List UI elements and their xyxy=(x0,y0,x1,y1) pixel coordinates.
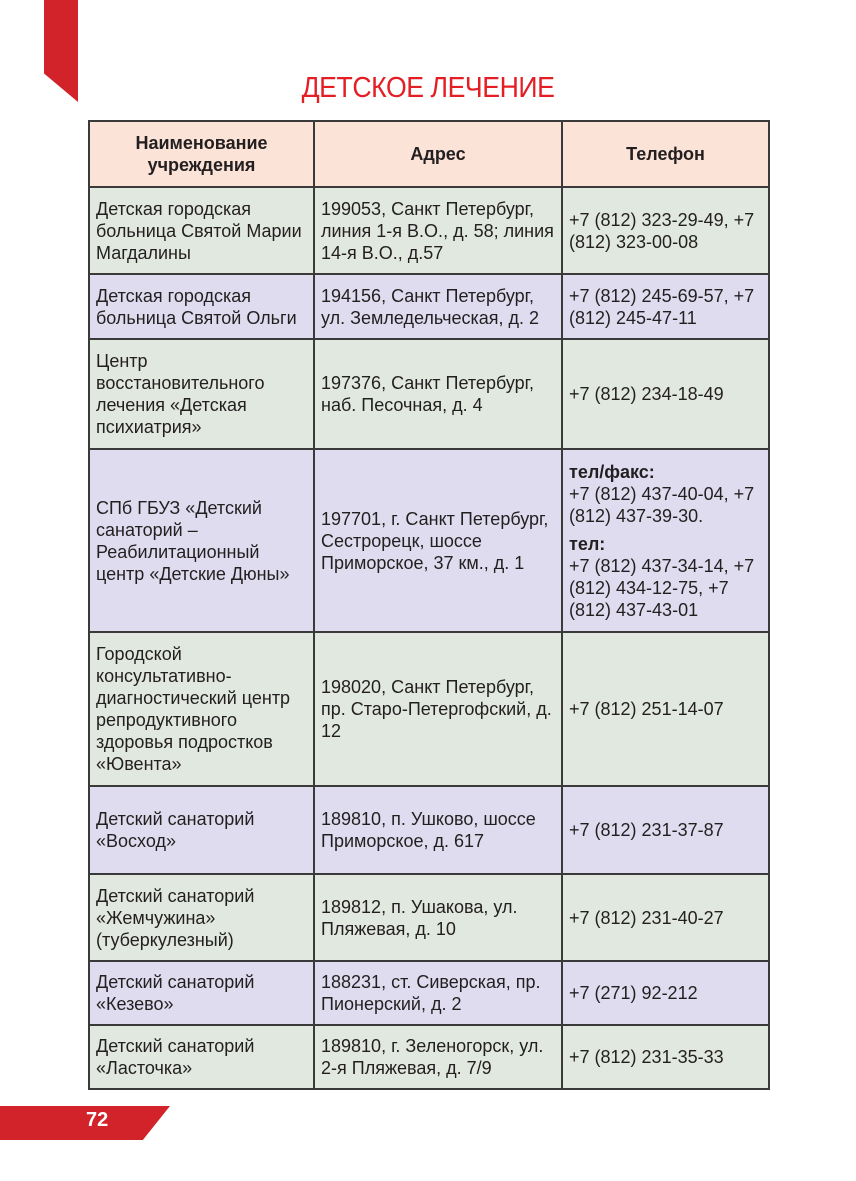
institution-address: 197376, Санкт Петербург, наб. Песочная, д. 4 xyxy=(314,339,562,449)
page-number: 72 xyxy=(86,1109,109,1131)
column-header-name: Наименование учреждения xyxy=(89,121,314,187)
institution-name: Детская городская больница Святой Ольги xyxy=(89,274,314,339)
institution-phone: +7 (812) 234-18-49 xyxy=(562,339,769,449)
phone-label-tel: тел: xyxy=(569,533,606,554)
institution-phone: +7 (271) 92-212 xyxy=(562,961,769,1025)
institution-address: 189810, г. Зеленогорск, ул. 2-я Пляжевая, д. 7/9 xyxy=(314,1025,562,1089)
institution-address: 188231, ст. Сиверская, пр. Пионерский, д. 2 xyxy=(314,961,562,1025)
institution-name: СПб ГБУЗ «Детский санаторий – Реабилитационный центр «Детские Дюны» xyxy=(89,449,314,632)
institution-name: Детский санаторий «Ласточка» xyxy=(89,1025,314,1089)
institution-name: Детский санаторий «Жемчужина» (туберкулезный) xyxy=(89,874,314,961)
institutions-table xyxy=(88,120,770,1090)
table-row xyxy=(89,632,769,786)
institution-phone-multi xyxy=(562,449,769,632)
institution-phone: +7 (812) 251-14-07 xyxy=(562,632,769,786)
column-header-address: Адрес xyxy=(314,121,562,187)
table-row xyxy=(89,274,769,339)
footer-band xyxy=(0,1106,170,1140)
institution-phone: +7 (812) 231-40-27 xyxy=(562,874,769,961)
institution-name: Детский санаторий «Восход» xyxy=(89,786,314,874)
phone-tel-numbers: +7 (812) 437-34-14, +7 (812) 434-12-75, +7 (812) 437-43-01 xyxy=(569,555,755,620)
institution-name: Детская городская больница Святой Марии Магдалины xyxy=(89,187,314,274)
table-row xyxy=(89,187,769,274)
institution-name: Детский санаторий «Кезево» xyxy=(89,961,314,1025)
table-row xyxy=(89,1025,769,1089)
institution-name: Городской консультативно-диагностический центр репродуктивного здоровья подростков «Ювента» xyxy=(89,632,314,786)
institution-address: 198020, Санкт Петербург, пр. Старо-Петергофский, д. 12 xyxy=(314,632,562,786)
institution-phone: +7 (812) 231-35-33 xyxy=(562,1025,769,1089)
institution-name: Центр восстановительного лечения «Детская психиатрия» xyxy=(89,339,314,449)
institution-address: 189810, п. Ушково, шоссе Приморское, д. 617 xyxy=(314,786,562,874)
table-row xyxy=(89,786,769,874)
institution-phone: +7 (812) 323-29-49, +7 (812) 323-00-08 xyxy=(562,187,769,274)
table-row xyxy=(89,874,769,961)
institution-phone: +7 (812) 231-37-87 xyxy=(562,786,769,874)
institution-phone: +7 (812) 245-69-57, +7 (812) 245-47-11 xyxy=(562,274,769,339)
institution-address: 189812, п. Ушакова, ул. Пляжевая, д. 10 xyxy=(314,874,562,961)
table-header-row xyxy=(89,121,769,187)
column-header-phone: Телефон xyxy=(562,121,769,187)
phone-fax-numbers: +7 (812) 437-40-04, +7 (812) 437-39-30. xyxy=(569,483,755,526)
table-row xyxy=(89,961,769,1025)
table-row xyxy=(89,339,769,449)
table-row xyxy=(89,449,769,632)
institution-address: 199053, Санкт Петербург, линия 1-я В.О., д. 58; линия 14-я В.О., д.57 xyxy=(314,187,562,274)
institution-address: 194156, Санкт Петербург, ул. Земледельческая, д. 2 xyxy=(314,274,562,339)
institution-address: 197701, г. Санкт Петербург, Сестрорецк, шоссе Приморское, 37 км., д. 1 xyxy=(314,449,562,632)
page-title: ДЕТСКОЕ ЛЕЧЕНИЕ xyxy=(301,72,555,104)
phone-label-fax: тел/факс: xyxy=(569,461,655,482)
